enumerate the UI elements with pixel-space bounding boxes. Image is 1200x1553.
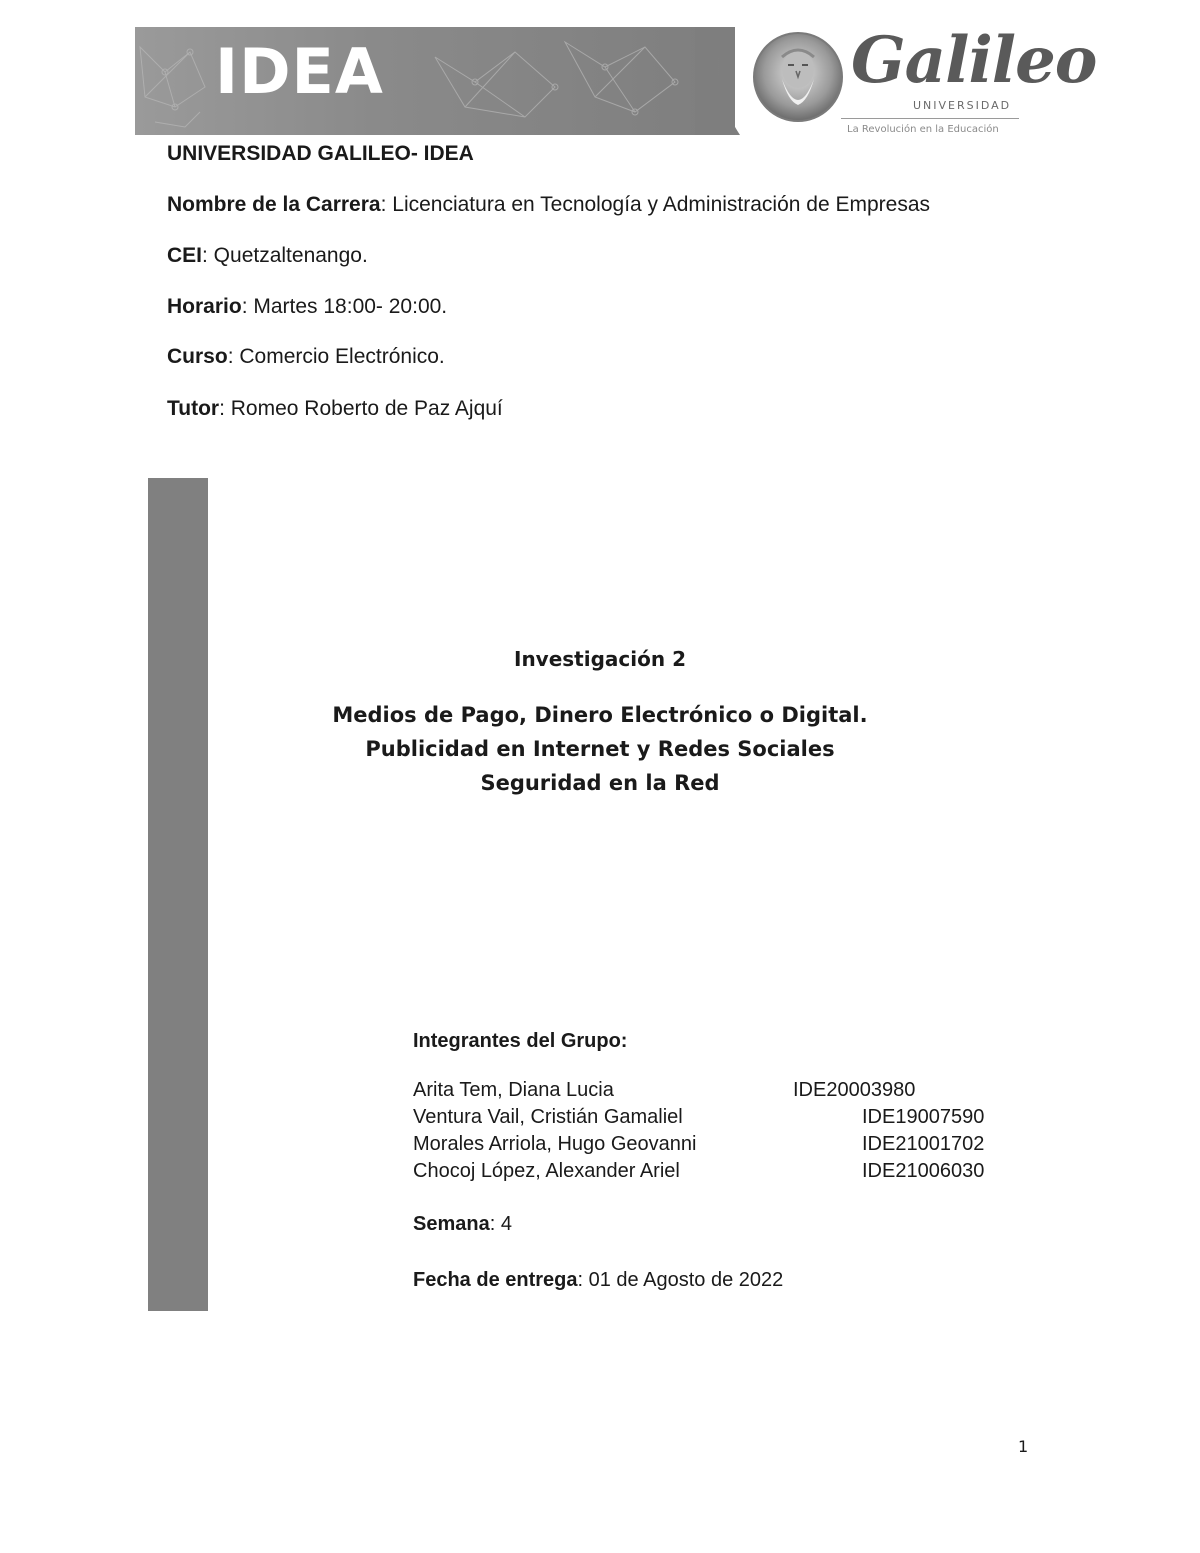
member-row xyxy=(413,1160,1013,1186)
tutor-value: : Romeo Roberto de Paz Ajquí xyxy=(219,397,503,420)
galileo-tagline: La Revolución en la Educación xyxy=(847,124,999,135)
member-name: Morales Arriola, Hugo Geovanni xyxy=(413,1133,697,1155)
member-row xyxy=(413,1133,1013,1159)
cei-label: CEI xyxy=(167,244,203,267)
schedule-field xyxy=(167,296,447,317)
course-label: Curso xyxy=(167,345,228,368)
cei-field xyxy=(167,245,368,266)
member-id: IDE21001702 xyxy=(862,1133,985,1155)
course-field xyxy=(167,346,445,367)
member-name: Chocoj López, Alexander Ariel xyxy=(413,1160,680,1182)
topic-line: Publicidad en Internet y Redes Sociales xyxy=(365,737,835,761)
document-title: Investigación 2 xyxy=(514,647,686,671)
career-value: : Licenciatura en Tecnología y Administración de Empresas xyxy=(380,193,931,216)
topic-line: Medios de Pago, Dinero Electrónico o Digital. xyxy=(332,703,868,727)
header-banner xyxy=(135,23,1097,137)
idea-banner xyxy=(135,27,735,135)
page-number: 1 xyxy=(1018,1437,1029,1456)
galileo-divider xyxy=(841,118,1019,119)
tutor-label: Tutor xyxy=(167,397,220,420)
career-label: Nombre de la Carrera xyxy=(167,193,381,216)
idea-logo: IDEA xyxy=(215,35,384,108)
course-value: : Comercio Electrónico. xyxy=(227,345,445,368)
member-row xyxy=(413,1106,1013,1132)
date-value: : 01 de Agosto de 2022 xyxy=(577,1269,784,1291)
schedule-label: Horario xyxy=(167,295,242,318)
date-label: Fecha de entrega xyxy=(413,1269,578,1291)
member-row xyxy=(413,1079,1013,1105)
member-id: IDE21006030 xyxy=(862,1160,985,1182)
week-label: Semana xyxy=(413,1213,490,1235)
member-name: Ventura Vail, Cristián Gamaliel xyxy=(413,1106,683,1128)
tutor-field xyxy=(167,398,503,419)
member-id: IDE19007590 xyxy=(862,1106,985,1128)
member-name: Arita Tem, Diana Lucia xyxy=(413,1079,614,1101)
galileo-logo: Galileo xyxy=(851,23,1097,98)
schedule-value: : Martes 18:00- 20:00. xyxy=(241,295,448,318)
university-name: UNIVERSIDAD GALILEO- IDEA xyxy=(167,142,474,165)
topic-line: Seguridad en la Red xyxy=(480,771,720,795)
date-field xyxy=(413,1270,783,1290)
member-id: IDE20003980 xyxy=(793,1079,916,1101)
side-bar-decoration xyxy=(148,478,208,1311)
career-field xyxy=(167,194,930,215)
cei-value: : Quetzaltenango. xyxy=(202,244,368,267)
week-field xyxy=(413,1214,512,1234)
week-value: : 4 xyxy=(489,1213,512,1235)
galileo-portrait-icon xyxy=(752,31,844,123)
galileo-subtitle: UNIVERSIDAD xyxy=(913,99,1012,112)
group-heading: Integrantes del Grupo: xyxy=(413,1030,628,1052)
